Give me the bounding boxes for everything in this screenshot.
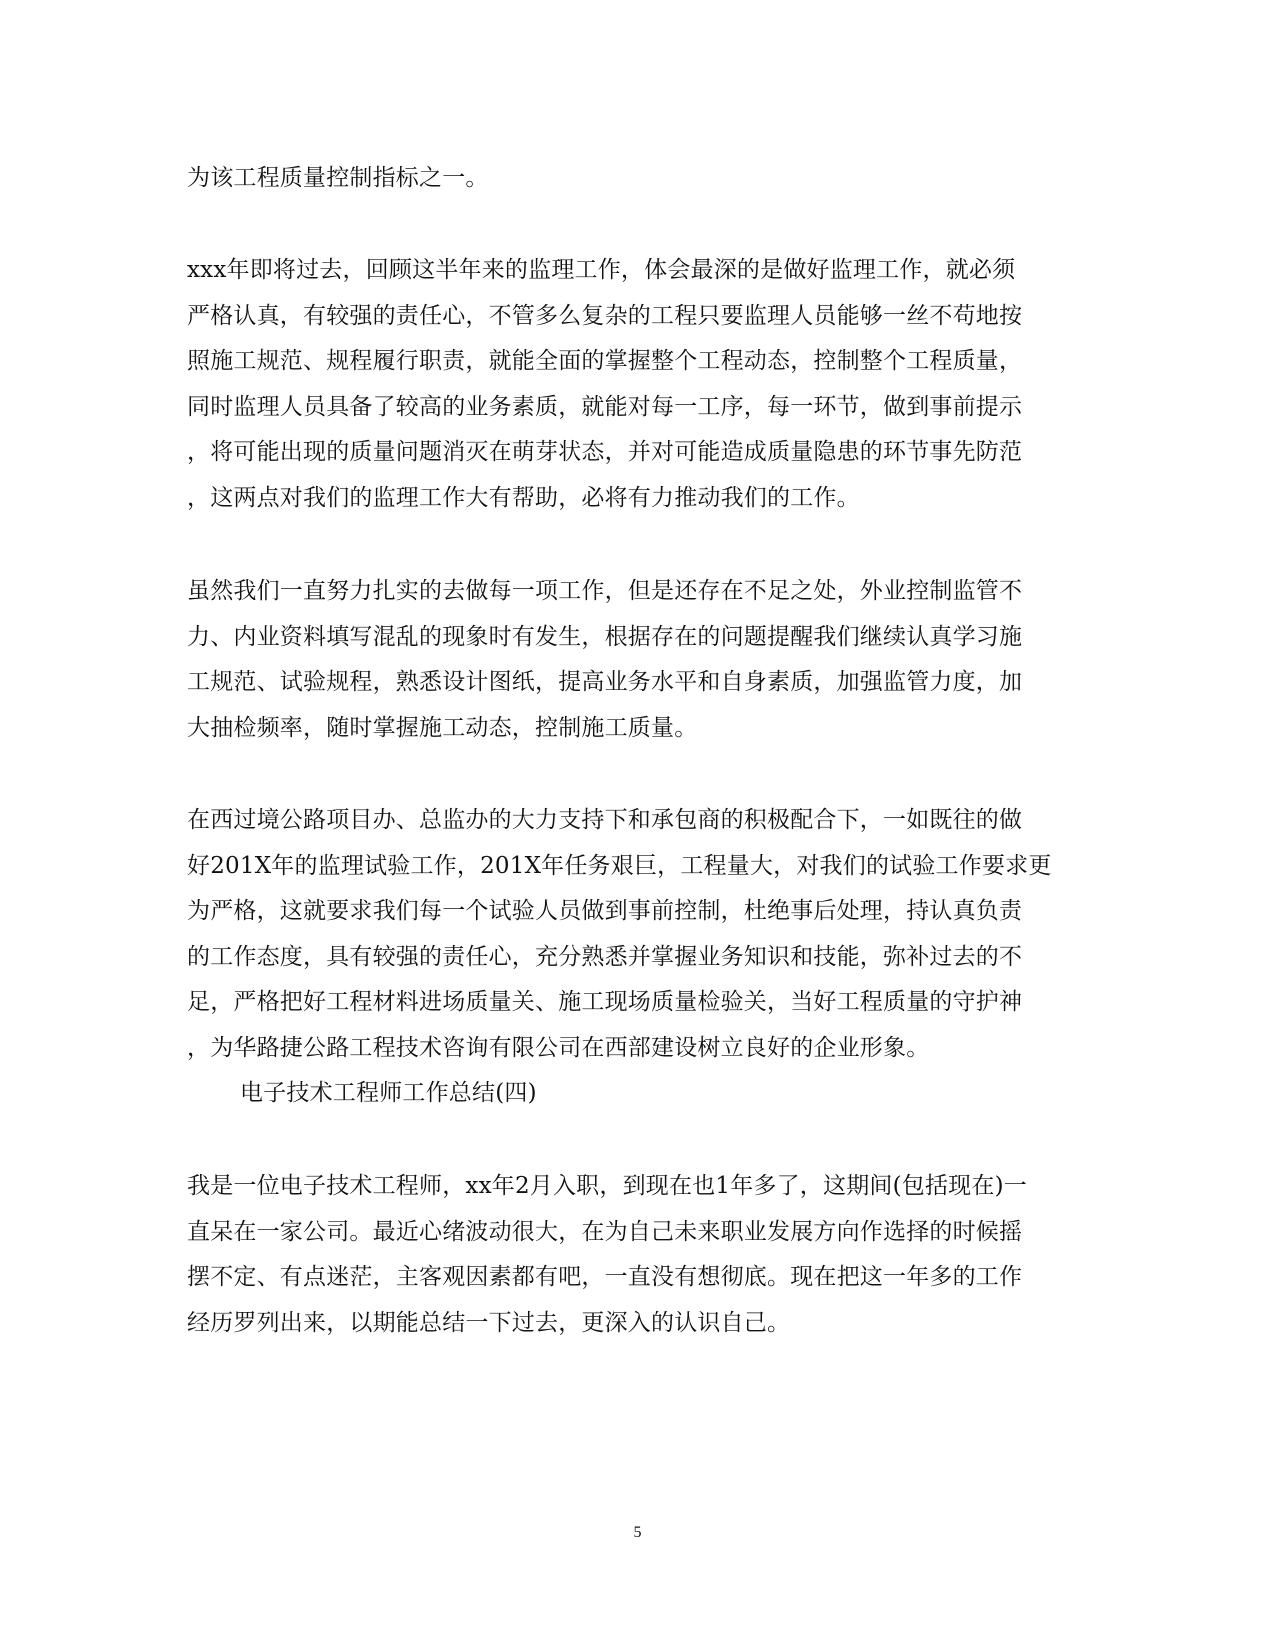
text-line: 为该工程质量控制指标之一。 xyxy=(187,165,489,191)
section-heading: 电子技术工程师工作总结(四) xyxy=(240,1080,537,1106)
text-line: 的工作态度，具有较强的责任心，充分熟悉并掌握业务知识和技能，弥补过去的不 xyxy=(187,944,1023,970)
text-line: 虽然我们一直努力扎实的去做每一项工作，但是还存在不足之处，外业控制监管不 xyxy=(187,578,1023,604)
text-line: 工规范、试验规程，熟悉设计图纸，提高业务水平和自身素质，加强监管力度，加 xyxy=(187,669,1023,695)
text-line: 经历罗列出来，以期能总结一下过去，更深入的认识自己。 xyxy=(187,1310,791,1336)
text-line: 同时监理人员具备了较高的业务素质，就能对每一工序，每一环节，做到事前提示 xyxy=(187,394,1023,420)
text-line: 在西过境公路项目办、总监办的大力支持下和承包商的积极配合下，一如既往的做 xyxy=(187,807,1023,833)
text-line: 严格认真，有较强的责任心，不管多么复杂的工程只要监理人员能够一丝不苟地按 xyxy=(187,303,1023,329)
text-line: ，将可能出现的质量问题消灭在萌芽状态，并对可能造成质量隐患的环节事先防范 xyxy=(187,439,1023,465)
text-line: 为严格，这就要求我们每一个试验人员做到事前控制，杜绝事后处理，持认真负责 xyxy=(187,898,1023,924)
text-line: ，这两点对我们的监理工作大有帮助，必将有力推动我们的工作。 xyxy=(187,485,860,511)
page-number: 5 xyxy=(633,1524,642,1541)
text-line: 好201X年的监理试验工作，201X年任务艰巨，工程量大，对我们的试验工作要求更 xyxy=(187,853,1052,879)
text-line: 力、内业资料填写混乱的现象时有发生，根据存在的问题提醒我们继续认真学习施 xyxy=(187,624,1023,650)
text-line: xxx年即将过去，回顾这半年来的监理工作，体会最深的是做好监理工作，就必须 xyxy=(187,257,1016,283)
text-line: 大抽检频率，随时掌握施工动态，控制施工质量。 xyxy=(187,715,698,741)
text-line: 我是一位电子技术工程师，xx年2月入职，到现在也1年多了，这期间(包括现在)一 xyxy=(187,1173,1027,1199)
text-line: 直呆在一家公司。最近心绪波动很大，在为自己未来职业发展方向作选择的时候摇 xyxy=(187,1219,1023,1245)
text-line: 照施工规范、规程履行职责，就能全面的掌握整个工程动态，控制整个工程质量， xyxy=(187,348,1023,374)
text-line: 摆不定、有点迷茫，主客观因素都有吧，一直没有想彻底。现在把这一年多的工作 xyxy=(187,1264,1023,1290)
text-line: 足，严格把好工程材料进场质量关、施工现场质量检验关，当好工程质量的守护神 xyxy=(187,989,1023,1015)
text-line: ，为华路捷公路工程技术咨询有限公司在西部建设树立良好的企业形象。 xyxy=(187,1035,930,1061)
